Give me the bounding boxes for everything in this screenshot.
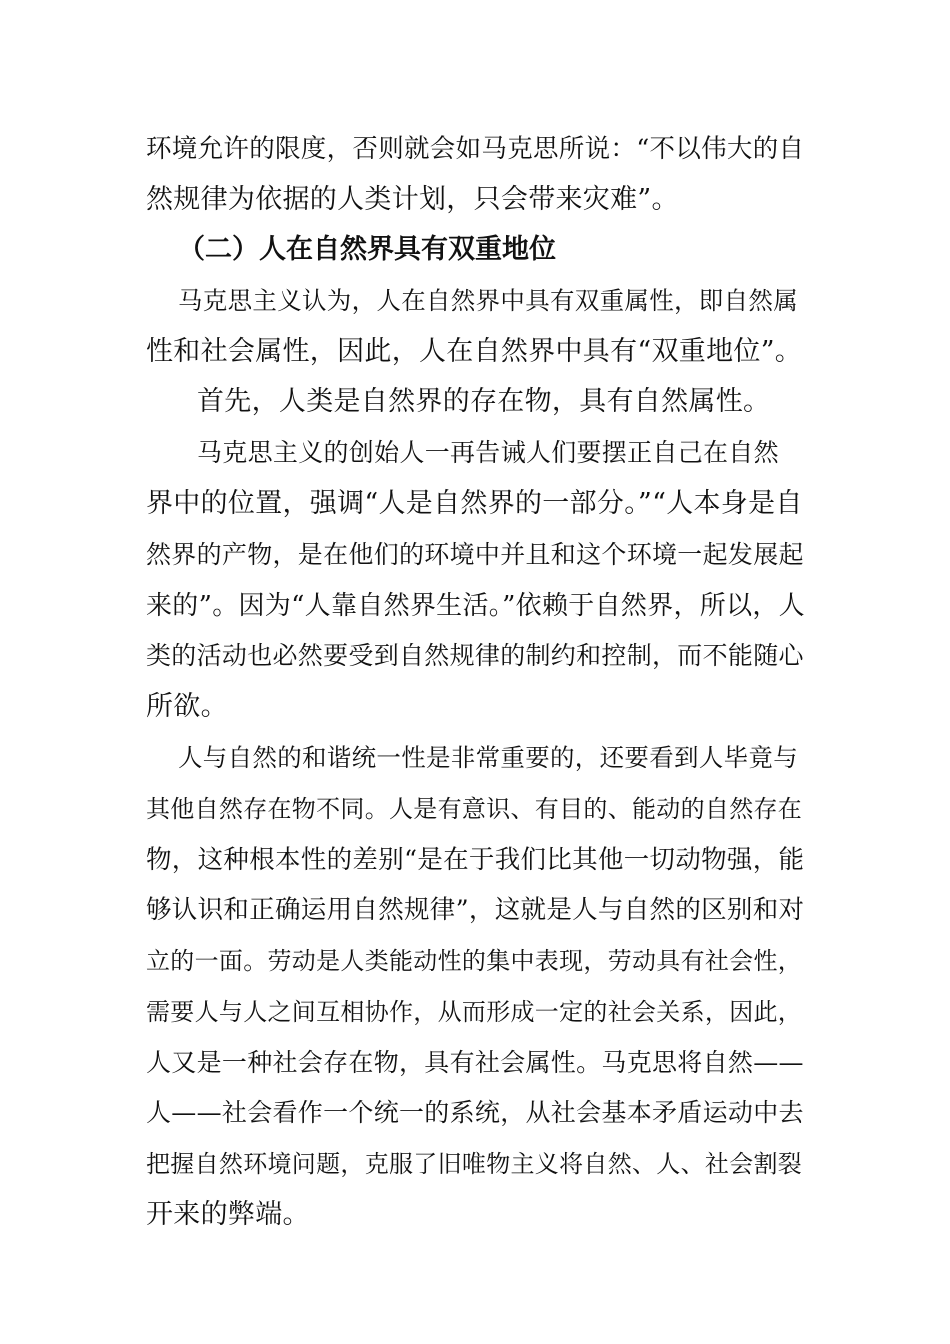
section-heading: （二）人在自然界具有双重地位	[178, 234, 556, 265]
text-line: 来的”。因为“人靠自然界生活。”依赖于自然界，所以，人	[146, 591, 805, 621]
text-line: 界中的位置，强调“人是自然界的一部分。”“人本身是自	[146, 488, 803, 519]
text-line: 然界的产物，是在他们的环境中并且和这个环境一起发展起	[146, 540, 804, 569]
text-line: 然规律为依据的人类计划，只会带来灾难”。	[146, 184, 679, 215]
text-line: 马克思主义的创始人一再告诫人们要摆正自己在自然	[197, 438, 779, 467]
text-line: 人又是一种社会存在物，具有社会属性。马克思将自然——	[146, 1048, 804, 1077]
text-line: 人——社会看作一个统一的系统，从社会基本矛盾运动中去	[146, 1098, 804, 1127]
text-line: 立的一面。劳动是人类能动性的集中表现，劳动具有社会性，	[146, 947, 803, 975]
text-line: 类的活动也必然要受到自然规律的制约和控制，而不能随心	[146, 641, 804, 670]
text-line: 够认识和正确运用自然规律”，这就是人与自然的区别和对	[146, 895, 805, 925]
text-line: 环境允许的限度，否则就会如马克思所说：“不以伟大的自	[146, 134, 805, 164]
text-line: 需要人与人之间互相协作，从而形成一定的社会关系，因此，	[146, 998, 803, 1026]
text-line: 开来的弊端。	[146, 1199, 310, 1230]
text-line: 其他自然存在物不同。人是有意识、有目的、能动的自然存在	[146, 795, 803, 823]
text-line: 所欲。	[146, 691, 228, 722]
text-line: 性和社会属性，因此，人在自然界中具有“双重地位”。	[146, 336, 803, 367]
text-line: 马克思主义认为，人在自然界中具有双重属性，即自然属	[178, 286, 798, 315]
text-line: 人与自然的和谐统一性是非常重要的，还要看到人毕竟与	[178, 743, 798, 772]
text-line: 物，这种根本性的差别“是在于我们比其他一切动物强，能	[146, 845, 805, 875]
text-line: 把握自然环境问题，克服了旧唯物主义将自然、人、社会割裂	[146, 1150, 803, 1178]
text-line: 首先，人类是自然界的存在物，具有自然属性。	[197, 386, 771, 417]
